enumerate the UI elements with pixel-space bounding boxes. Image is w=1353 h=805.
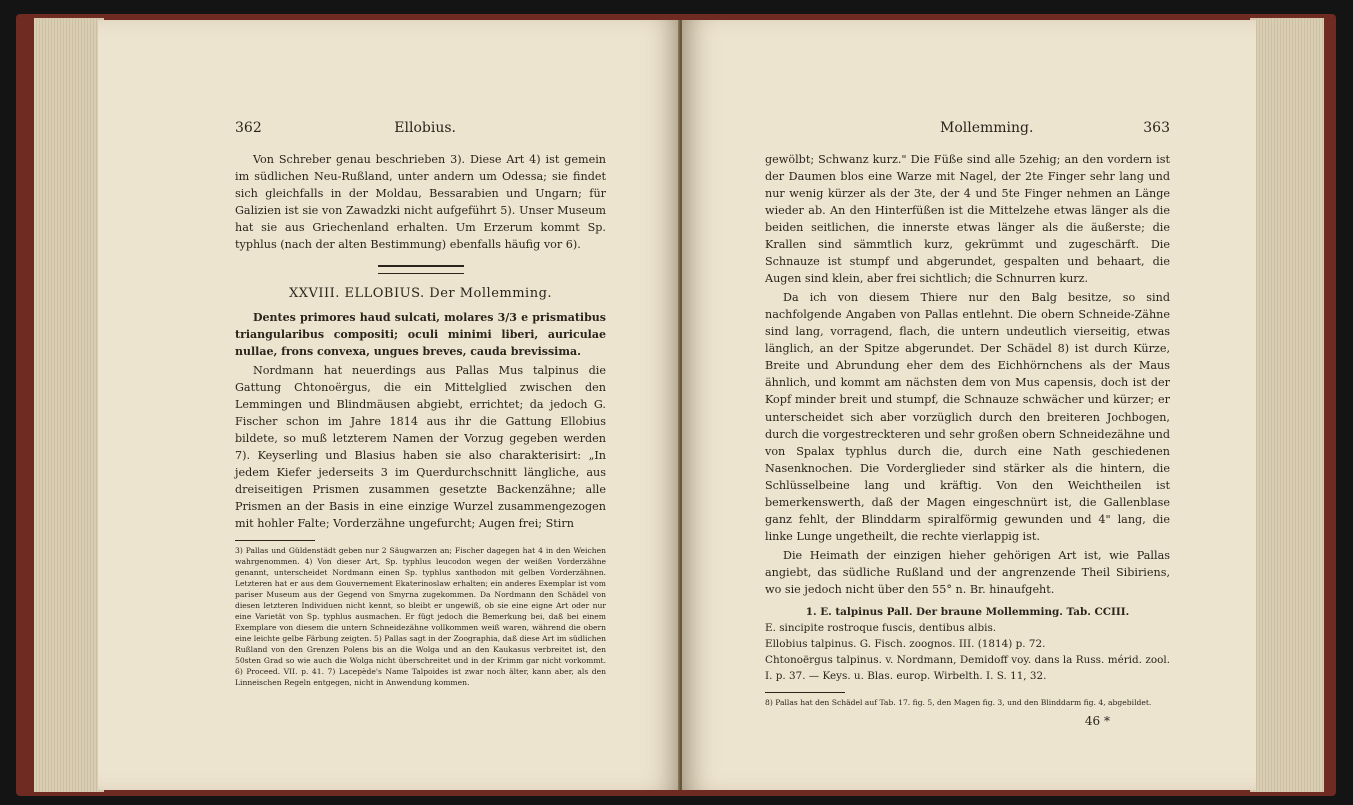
species-diagnosis: E. sincipite rostroque fuscis, dentibus albis. (765, 621, 997, 634)
range-paragraph: Die Heimath der einzigen hieher gehörigen Art ist, wie Pallas angiebt, das südliche Rußland und der angrenzende Theil Sibiriens, wo sie jedoch nicht über den 55° n. Br. hinaufgeht. (765, 548, 1170, 596)
genus-diagnosis: Dentes primores haud sulcati, molares 3/3 e prismatibus triangularibus compositi; oculi minimi liberi, auriculae nullae, frons convexa, ungues breves, cauda brevissima. (235, 311, 606, 358)
intro-paragraph: Von Schreber genau beschrieben 3). Diese Art 4) ist gemein im südlichen Neu-Rußland, unter andern um Odessa; sie findet sich gleichfalls in der Moldau, Bessarabien und Ungarn; für Galizien ist sie von Zawadzki nicht aufgeführt 5). Unser Museum hat sie aus Griechenland erhalten. Um Erzerum kommt Sp. typhlus (nach der alten Bestimmung) ebenfalls häufig vor 6). (235, 153, 606, 252)
species-entry (765, 604, 1170, 685)
footnote-rule (765, 692, 845, 693)
page-edges-left (34, 18, 104, 792)
right-footnote: 8) Pallas hat den Schädel auf Tab. 17. fig. 5, den Magen fig. 3, und den Blinddarm fig. 4, abgebildet. (765, 698, 1152, 708)
section-divider (378, 265, 464, 274)
left-page-number: 362 (235, 120, 262, 136)
page-edges-right (1250, 18, 1324, 792)
left-page (98, 20, 680, 790)
left-page-header (235, 118, 606, 139)
species-synonym-1: Ellobius talpinus. G. Fisch. zoognos. III. (1814) p. 72. (765, 637, 1046, 650)
right-body (765, 151, 1170, 597)
species-heading: 1. E. talpinus Pall. Der braune Mollemming. Tab. CCIII. (805, 605, 1130, 618)
signature-mark: 46 * (1084, 714, 1110, 729)
footnote-rule (235, 540, 315, 541)
right-page-header (765, 118, 1170, 139)
right-page-number: 363 (1143, 120, 1170, 136)
left-footnotes: 3) Pallas und Güldenstädt geben nur 2 Säugwarzen an; Fischer dagegen hat 4 in den Weichen wahrgenommen. 4) Von dieser Art, Sp. typhlus leucodon wegen der weißen Vorderzähne genannt, unterscheidet Nordmann einen Sp. typhlus xanthodon mit gelben Vorderzähnen. Letzteren hat er aus dem Gouvernement Ekaterinoslaw erhalten; ein anderes Exemplar ist vom pariser Museum aus der Gegend von Smyrna zugekommen. Da Nordmann den Schädel von diesen letzteren Individuen nicht kennt, so bleibt er ungewiß, ob sie eine eigne Art oder nur eine Varietät von Sp. typhlus ausmachen. Er fügt jedoch die Bemerkung bei, daß bei einem Exemplare von diesem die untern Schneidezähne vollkommen weiß waren, während die obern eine leichte gelbe Färbung zeigten. 5) Pallas sagt in der Zoographia, daß diese Art im südlichen Rußland von den Grenzen Polens bis an die Wolga und an den Kaukasus verbreitet ist, den 50sten Grad so wie auch die Wolga nicht überschreitet und in der Krimm gar nicht vorkommt. 6) Proceed. VII. p. 41. 7) Lacepède's Name Talpoides ist zwar noch älter, kann aber, als den Linneischen Regeln entgegen, nicht in Anwendung kommen. (235, 546, 606, 688)
right-page (682, 20, 1256, 790)
left-body (235, 151, 606, 532)
right-running-title: Mollemming. (940, 120, 1034, 136)
section-title: XXVIII. ELLOBIUS. Der Mollemming. (288, 286, 553, 302)
anatomy-paragraph: Da ich von diesem Thiere nur den Balg besitze, so sind nachfolgende Angaben von Pallas entlehnt. Die obern Schneide-Zähne sind lang, vorragend, flach, die untern undeutlich vierseitig, etwas länglich, an der Spitze abgerundet. Der Schädel 8) ist durch Kürze, Breite und Abrundung eher dem des Eichhörnchens als der Maus ähnlich, und kommt am nächsten dem von Mus capensis, doch ist der Kopf minder breit und stumpf, die Schnauze schwächer und kürzer; er unterscheidet sich aber vorzüglich durch den breiteren Jochbogen, durch die vorgestreckteren und sehr großen obern Schneidezähne und von Spalax typhlus durch die, durch eine Nath geschiedenen Nasenknochen. Die Vorderglieder sind stärker als die hintern, die Schlüsselbeine lang und kräftig. Von den Weichtheilen ist bemerkenswerth, daß der Magen eingeschnürt ist, die Gallenblase ganz fehlt, der Blinddarm spiralförmig gewunden und 4" lang, die linke Lunge ungetheilt, die rechte vierlappig ist. (765, 291, 1170, 543)
description-paragraph: gewölbt; Schwanz kurz." Die Füße sind alle 5zehig; an den vordern ist der Daumen blos eine Warze mit Nagel, der 2te Finger sehr lang und nur wenig kürzer als der 3te, der 4 und 5te Finger nehmen an Länge wieder ab. An den Hinterfüßen ist die Mittelzehe etwas länger als die beiden seitlichen, die innerste etwas länger als die äußerste; die Krallen sind sämmtlich kurz, gekrümmt und zugeschärft. Die Schnauze ist stumpf und abgerundet, gespalten und behaart, die Augen sind klein, aber frei sichtlich; die Schnurren kurz. (765, 153, 1170, 286)
species-synonym-2: Chtonoërgus talpinus. v. Nordmann, Demidoff voy. dans la Russ. mérid. zool. I. p. 37. — Keys. u. Blas. europ. Wirbelth. I. S. 11, 32. (765, 654, 1170, 683)
left-running-title: Ellobius. (394, 120, 456, 136)
genus-paragraph: Nordmann hat neuerdings aus Pallas Mus talpinus die Gattung Chtonoërgus, die ein Mittelglied zwischen den Lemmingen und Blindmäusen abgiebt, errichtet; da jedoch G. Fischer schon im Jahre 1814 aus ihr die Gattung Ellobius bildete, so muß letzterem Namen der Vorzug gegeben werden 7). Keyserling und Blasius haben sie also charakterisirt: „In jedem Kiefer jederseits 3 im Querdurchschnitt längliche, aus dreiseitigen Prismen zusammen gesetzte Backenzähne; alle Prismen an der Basis in eine einzige Wurzel zusammengezogen mit hohler Falte; Vorderzähne ungefurcht; Augen frei; Stirn (235, 364, 606, 531)
